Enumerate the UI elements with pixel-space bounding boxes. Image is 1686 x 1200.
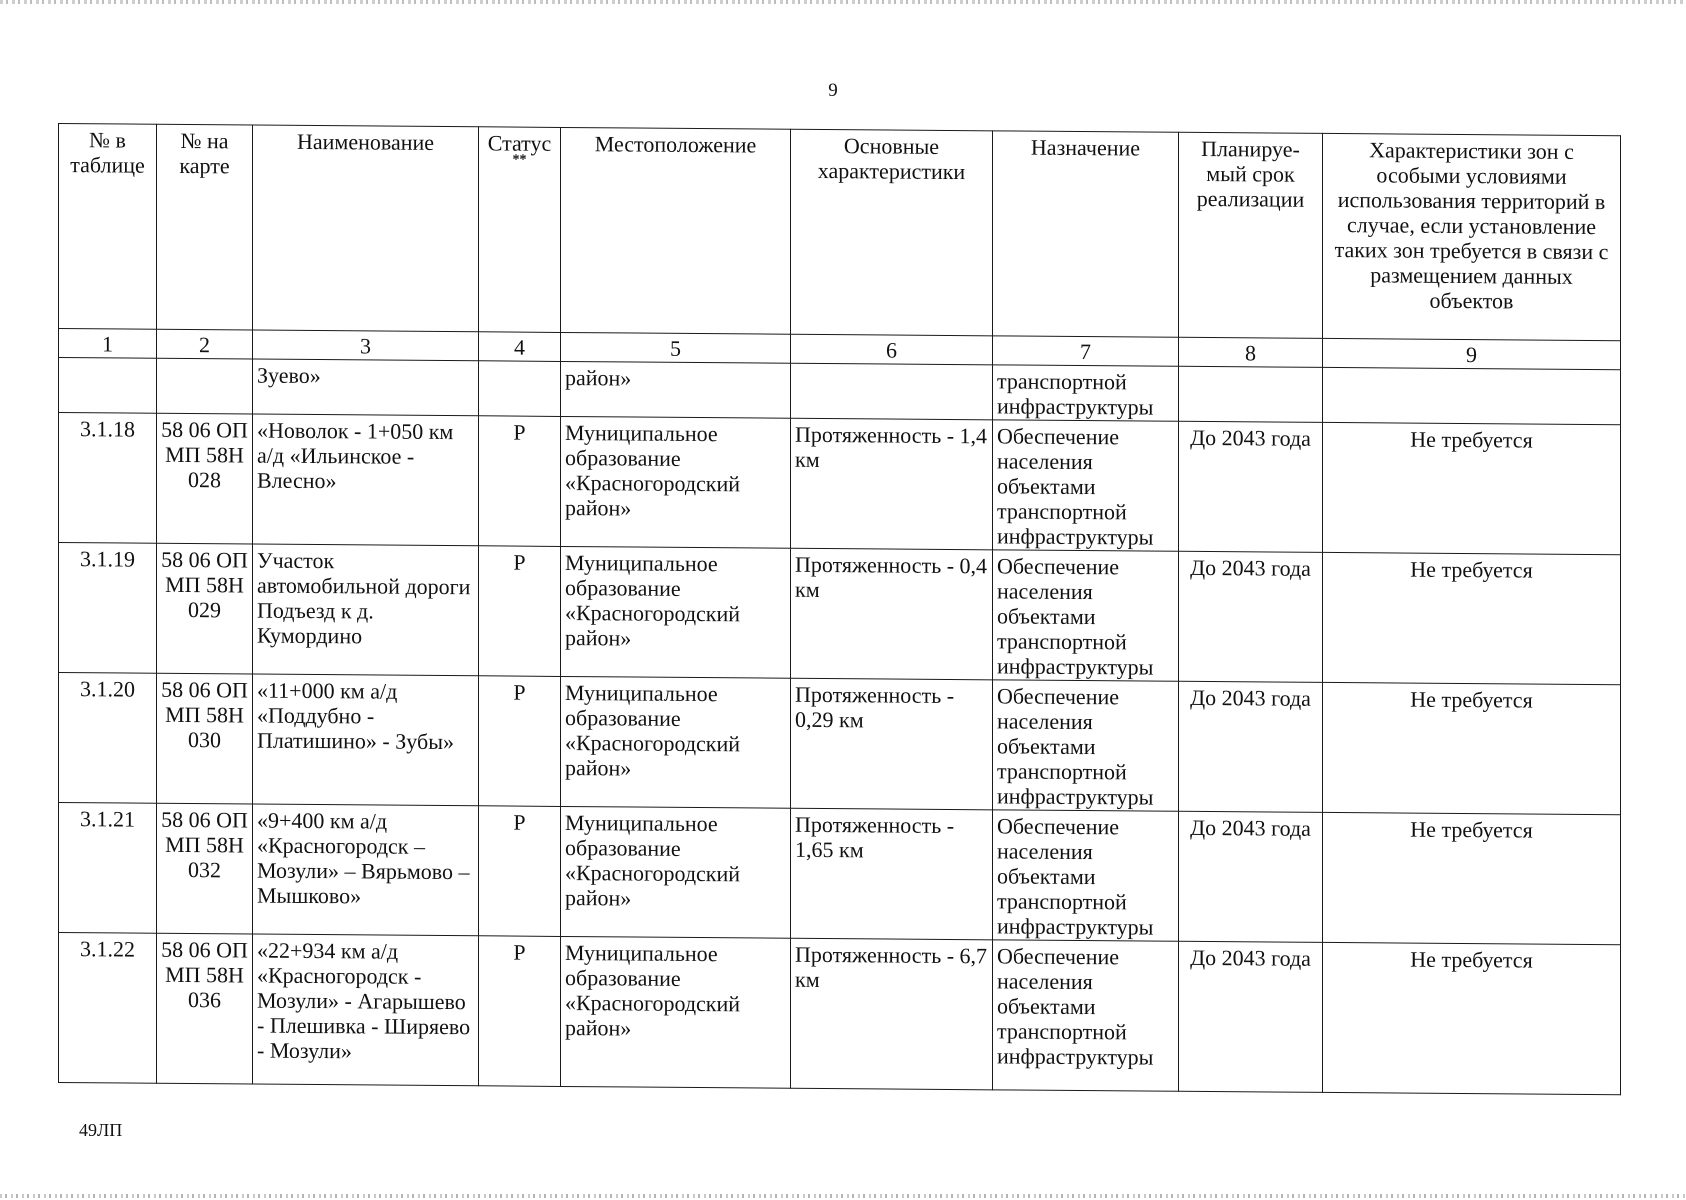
- cell-table-number: 3.1.21: [59, 803, 157, 934]
- cell-purpose: транспортной инфраструктуры: [993, 365, 1179, 421]
- cell-location: Муниципальное образование «Красногородский район»: [561, 936, 791, 1088]
- objects-table: [58, 123, 1621, 1095]
- cell-characteristics: Протяженность - 1,4 км: [791, 418, 993, 550]
- column-number: 6: [791, 334, 993, 365]
- scan-edge-bottom: [0, 1194, 1686, 1198]
- column-number: 4: [479, 332, 561, 362]
- cell-empty: [59, 358, 157, 414]
- cell-characteristics: Протяженность - 0,4 км: [791, 548, 993, 680]
- column-number: 1: [59, 329, 157, 359]
- table-row: [59, 543, 1621, 685]
- cell-status: Р: [479, 676, 561, 807]
- cell-zones: Не требуется: [1323, 942, 1621, 1094]
- cell-purpose: Обеспечение населения объектами транспортной инфраструктуры: [993, 810, 1179, 941]
- cell-term: До 2043 года: [1179, 421, 1323, 552]
- cell-name: «22+934 км а/д «Красногородск - Мозули» - Агарышево - Плешивка - Ширяево - Мозули»: [253, 934, 479, 1086]
- cell-table-number: 3.1.22: [59, 933, 157, 1084]
- column-number: 9: [1323, 338, 1621, 369]
- cell-name: «Новолок - 1+050 км а/д «Ильинское - Влесно»: [253, 414, 479, 546]
- header-status: Статус **: [479, 127, 561, 333]
- cell-purpose: Обеспечение населения объектами транспортной инфраструктуры: [993, 550, 1179, 681]
- header-map-number: № на карте: [157, 124, 253, 330]
- header-term: Планируе-мый срок реализации: [1179, 132, 1323, 338]
- cell-zones: Не требуется: [1323, 552, 1621, 684]
- column-number: 3: [253, 330, 479, 361]
- cell-empty: [791, 363, 993, 420]
- cell-characteristics: Протяженность - 1,65 км: [791, 808, 993, 940]
- header-table-number: № в таблице: [59, 124, 157, 330]
- table-row: [59, 673, 1621, 815]
- cell-term: До 2043 года: [1179, 811, 1323, 942]
- cell-name: «11+000 км а/д «Поддубно - Платишино» - Зубы»: [253, 674, 479, 806]
- header-zones: Характеристики зон с особыми условиями использования территорий в случае, если установление таких зон требуется в связи с размещением данных объектов: [1323, 133, 1621, 340]
- cell-map-number: 58 06 ОП МП 58Н 029: [157, 543, 253, 674]
- document-code: 49ЛП: [79, 1120, 123, 1140]
- cell-zones: Не требуется: [1323, 682, 1621, 814]
- cell-characteristics: Протяженность - 0,29 км: [791, 678, 993, 810]
- column-number: 8: [1179, 337, 1323, 367]
- cell-status: Р: [479, 936, 561, 1087]
- cell-purpose: Обеспечение населения объектами транспортной инфраструктуры: [993, 420, 1179, 551]
- cell-table-number: 3.1.19: [59, 543, 157, 674]
- status-footnote-mark: **: [512, 152, 527, 168]
- cell-zones: Не требуется: [1323, 812, 1621, 944]
- cell-empty: [1323, 367, 1621, 424]
- cell-empty: [1179, 366, 1323, 422]
- cell-empty: [479, 361, 561, 417]
- header-characteristics: Основные характеристики: [791, 129, 993, 336]
- table-row: [59, 803, 1621, 945]
- header-location: Местоположение: [561, 127, 791, 334]
- cell-map-number: 58 06 ОП МП 58Н 036: [157, 933, 253, 1084]
- header-name: Наименование: [253, 125, 479, 332]
- cell-table-number: 3.1.18: [59, 413, 157, 544]
- cell-empty: [157, 358, 253, 414]
- cell-status: Р: [479, 546, 561, 677]
- table-row: [59, 933, 1621, 1095]
- cell-name: Зуево»: [253, 359, 479, 416]
- header-purpose: Назначение: [993, 131, 1179, 337]
- cell-map-number: 58 06 ОП МП 58Н 030: [157, 673, 253, 804]
- table-row: [59, 413, 1621, 555]
- cell-location: Муниципальное образование «Красногородский район»: [561, 416, 791, 548]
- cell-table-number: 3.1.20: [59, 673, 157, 804]
- cell-map-number: 58 06 ОП МП 58Н 032: [157, 803, 253, 934]
- cell-map-number: 58 06 ОП МП 58Н 028: [157, 413, 253, 544]
- page-number: 9: [828, 80, 838, 101]
- cell-name: «9+400 км а/д «Красногородск – Мозули» – Вярьмово – Мышково»: [253, 804, 479, 936]
- cell-purpose: Обеспечение населения объектами транспортной инфраструктуры: [993, 680, 1179, 811]
- cell-location: Муниципальное образование «Красногородский район»: [561, 546, 791, 678]
- header-row: [59, 124, 1621, 341]
- column-number: 2: [157, 329, 253, 359]
- column-number: 5: [561, 332, 791, 363]
- scan-edge-top: [0, 0, 1686, 4]
- table-container: [58, 123, 1621, 1083]
- cell-location: Муниципальное образование «Красногородский район»: [561, 676, 791, 808]
- cell-status: Р: [479, 806, 561, 937]
- cell-zones: Не требуется: [1323, 422, 1621, 554]
- cell-term: До 2043 года: [1179, 681, 1323, 812]
- cell-status: Р: [479, 416, 561, 547]
- cell-location: район»: [561, 361, 791, 418]
- cell-name: Участок автомобильной дороги Подъезд к д. Кумордино: [253, 544, 479, 676]
- cell-term: До 2043 года: [1179, 941, 1323, 1092]
- cell-term: До 2043 года: [1179, 551, 1323, 682]
- cell-purpose: Обеспечение населения объектами транспортной инфраструктуры: [993, 940, 1179, 1091]
- cell-characteristics: Протяженность - 6,7 км: [791, 938, 993, 1090]
- column-number: 7: [993, 336, 1179, 366]
- cell-location: Муниципальное образование «Красногородский район»: [561, 806, 791, 938]
